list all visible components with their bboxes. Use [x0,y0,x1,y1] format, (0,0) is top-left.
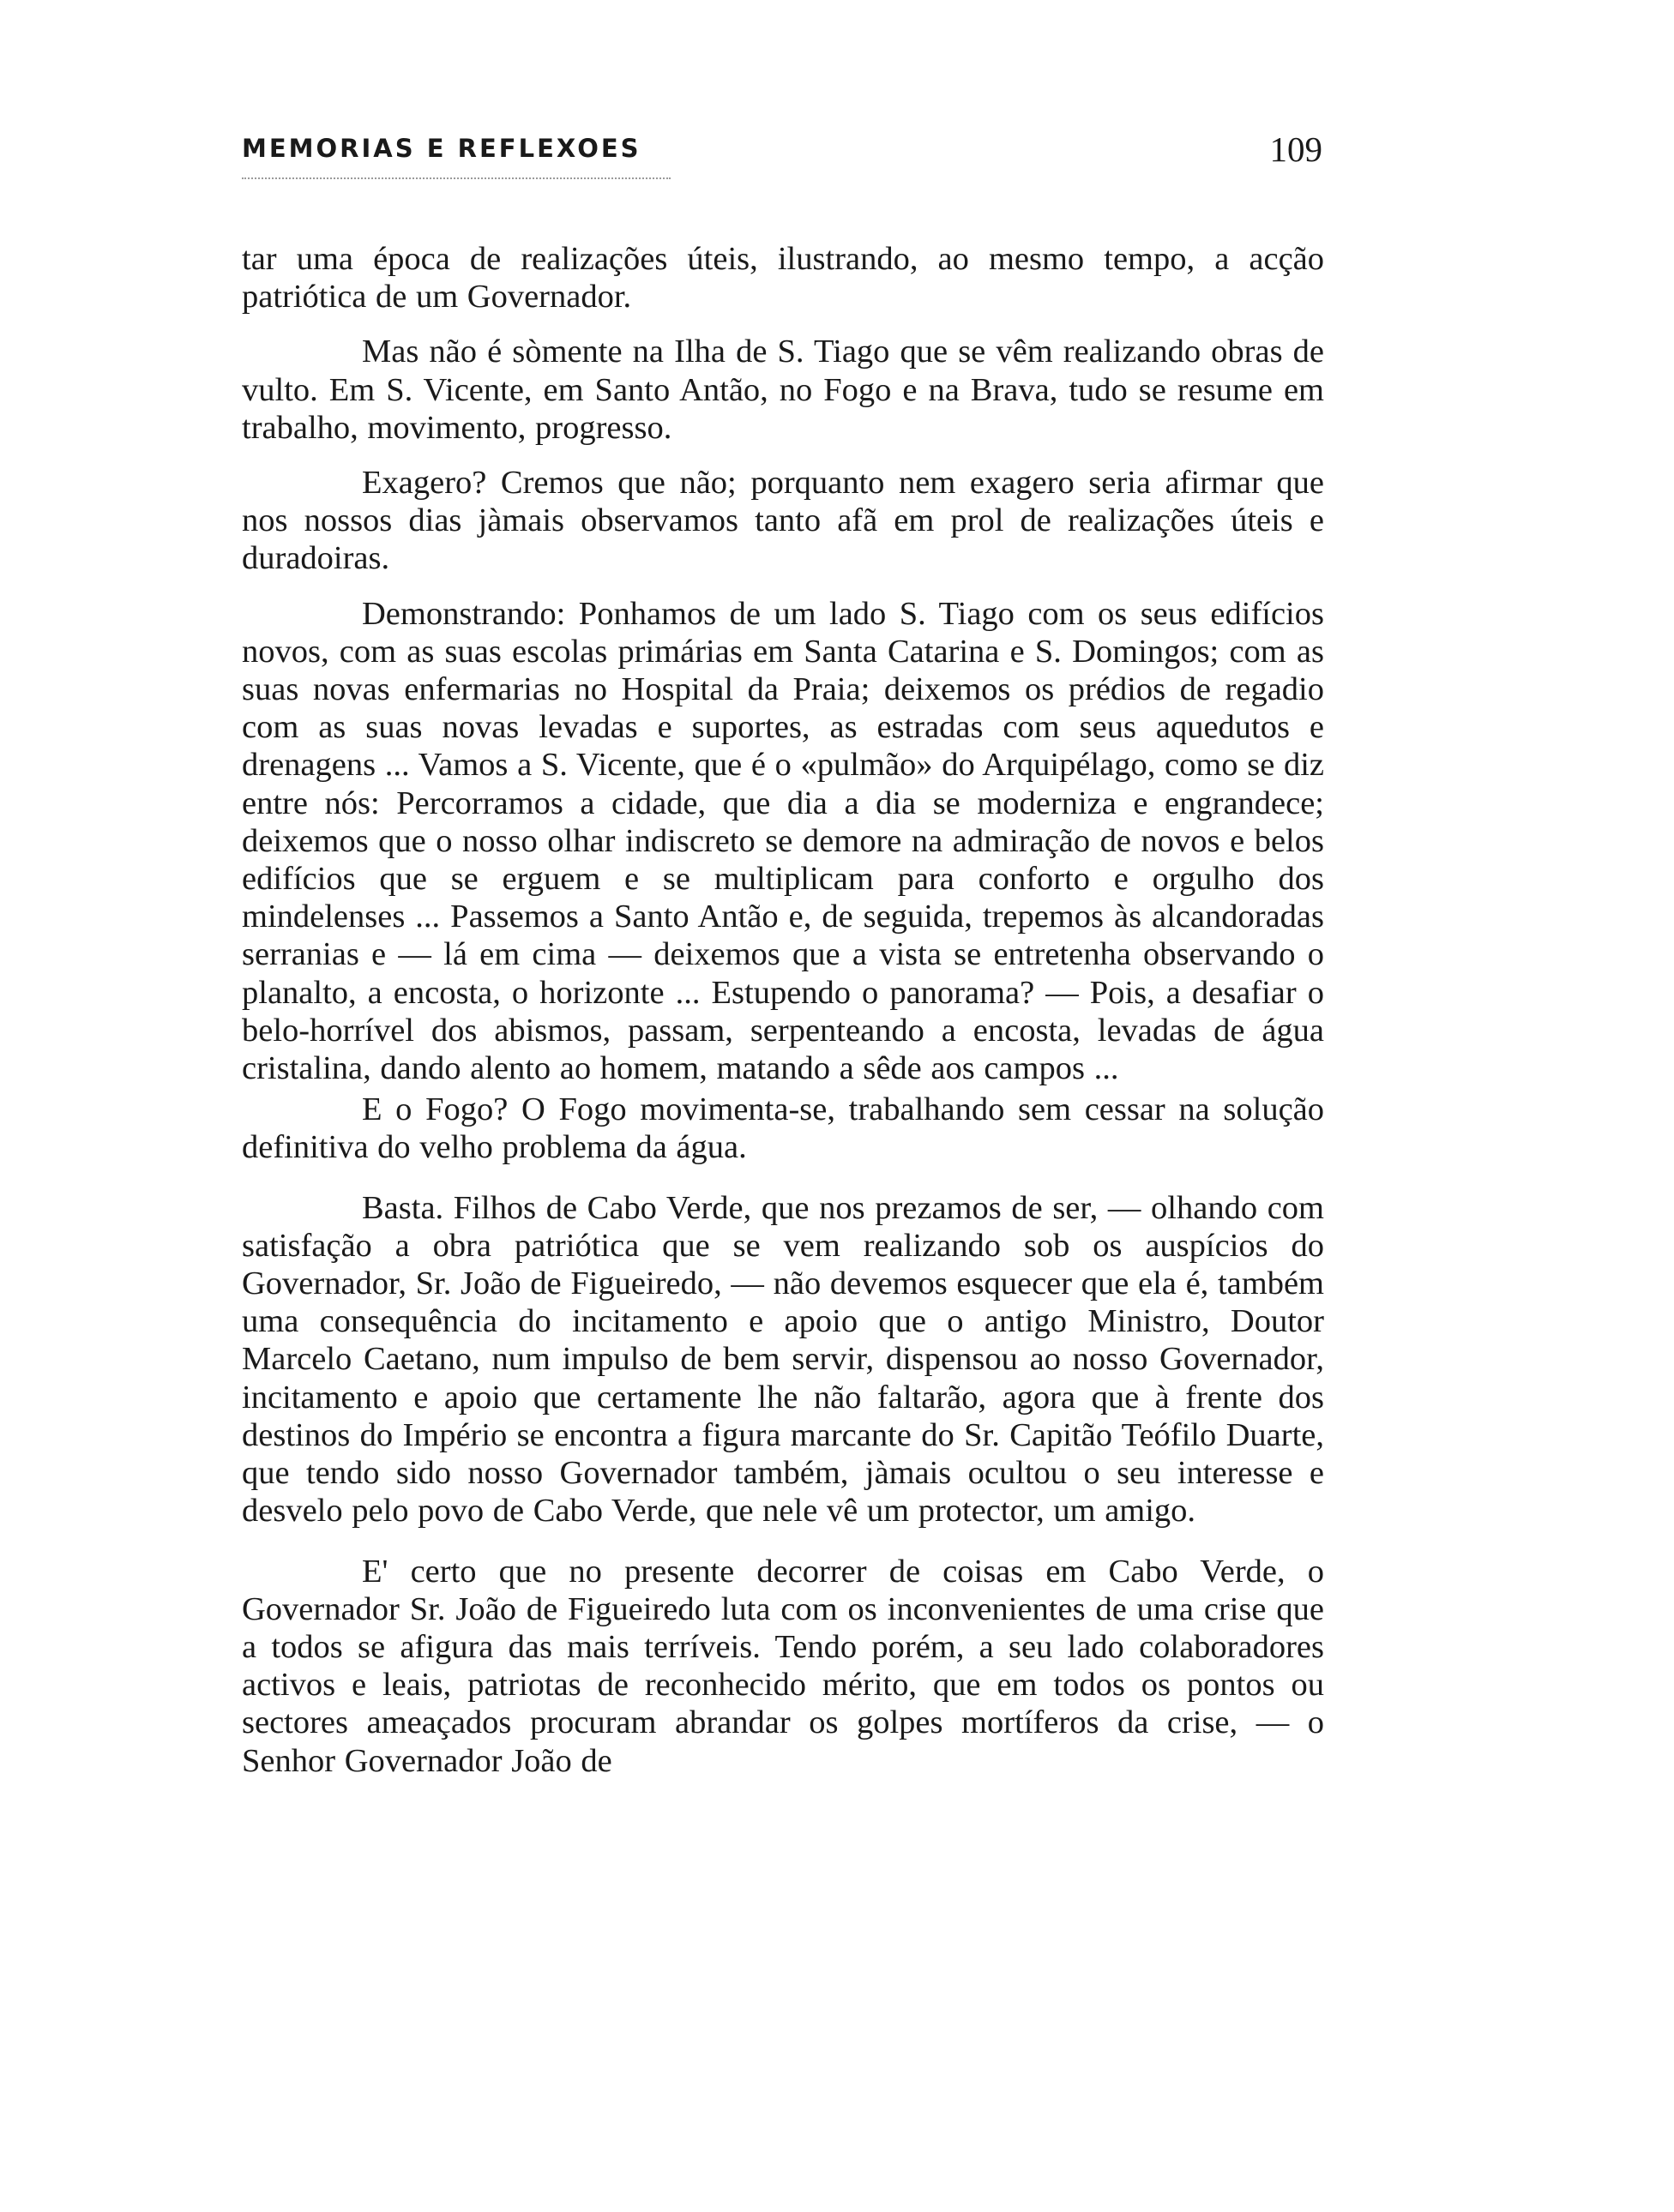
running-header [242,129,1322,180]
paragraph-continuation: tar uma época de realizações úteis, ilustrando, ao mesmo tempo, a acção patriótica de um Governador. [242,241,1324,316]
paragraph: Exagero? Cremos que não; porquanto nem exagero seria afirmar que nos nossos dias jàmais observamos tanto afã em prol de realizações úteis e duradoiras. [242,465,1324,577]
paragraph: E' certo que no presente decorrer de coisas em Cabo Verde, o Governador Sr. João de Figueiredo luta com os inconvenientes de uma crise que a todos se afigura das mais terríveis. Tendo porém, a seu lado colaboradores activos e leais, patriotas de reconhecido mérito, que em todos os pontos ou sectores ameaçados procuram abrandar os golpes mortíferos da crise, — o Senhor Governador João de [242,1553,1324,1779]
page-number: 109 [1269,129,1322,169]
body-text [242,240,1324,1780]
header-rule [242,177,671,179]
paragraph: E o Fogo? O Fogo movimenta-se, trabalhando sem cessar na solução definitiva do velho problema da água. [242,1091,1324,1166]
paragraph: Basta. Filhos de Cabo Verde, que nos prezamos de ser, — olhando com satisfação a obra patriótica que se vem realizando sob os auspícios do Governador, Sr. João de Figueiredo, — não devemos esquecer que ela é, também uma consequência do incitamento e apoio que o antigo Ministro, Doutor Marcelo Caetano, num impulso de bem servir, dispensou ao nosso Governador, incitamento e apoio que certamente lhe não faltarão, agora que à frente dos destinos do Império se encontra a figura marcante do Sr. Capitão Teófilo Duarte, que tendo sido nosso Governador também, jàmais ocultou o seu interesse e desvelo pelo povo de Cabo Verde, que nele vê um protector, um amigo. [242,1189,1324,1530]
running-title: MEMORIAS E REFLEXOES [242,134,641,163]
paragraph: Mas não é sòmente na Ilha de S. Tiago que se vêm realizando obras de vulto. Em S. Vicente, em Santo Antão, no Fogo e na Brava, tudo se resume em trabalho, movimento, progresso. [242,334,1324,446]
paragraph: Demonstrando: Ponhamos de um lado S. Tiago com os seus edifícios novos, com as suas escolas primárias em Santa Catarina e S. Domingos; com as suas novas enfermarias no Hospital da Praia; deixemos os prédios de regadio com as suas novas levadas e suportes, as estradas com seus aquedutos e drenagens ... Vamos a S. Vicente, que é o «pulmão» do Arquipélago, como se diz entre nós: Percorramos a cidade, que dia a dia se moderniza e engrandece; deixemos que o nosso olhar indiscreto se demore na admiração de novos e belos edifícios que se erguem e se multiplicam para conforto e orgulho dos mindelenses ... Passemos a Santo Antão e, de seguida, trepemos às alcandoradas serranias e — lá em cima — deixemos que a vista se entretenha observando o planalto, a encosta, o horizonte ... Estupendo o panorama? — Pois, a desafiar o belo-horrível dos abismos, passam, serpenteando a encosta, levadas de água cristalina, dando alento ao homem, matando a sêde aos campos ... [242,595,1324,1087]
